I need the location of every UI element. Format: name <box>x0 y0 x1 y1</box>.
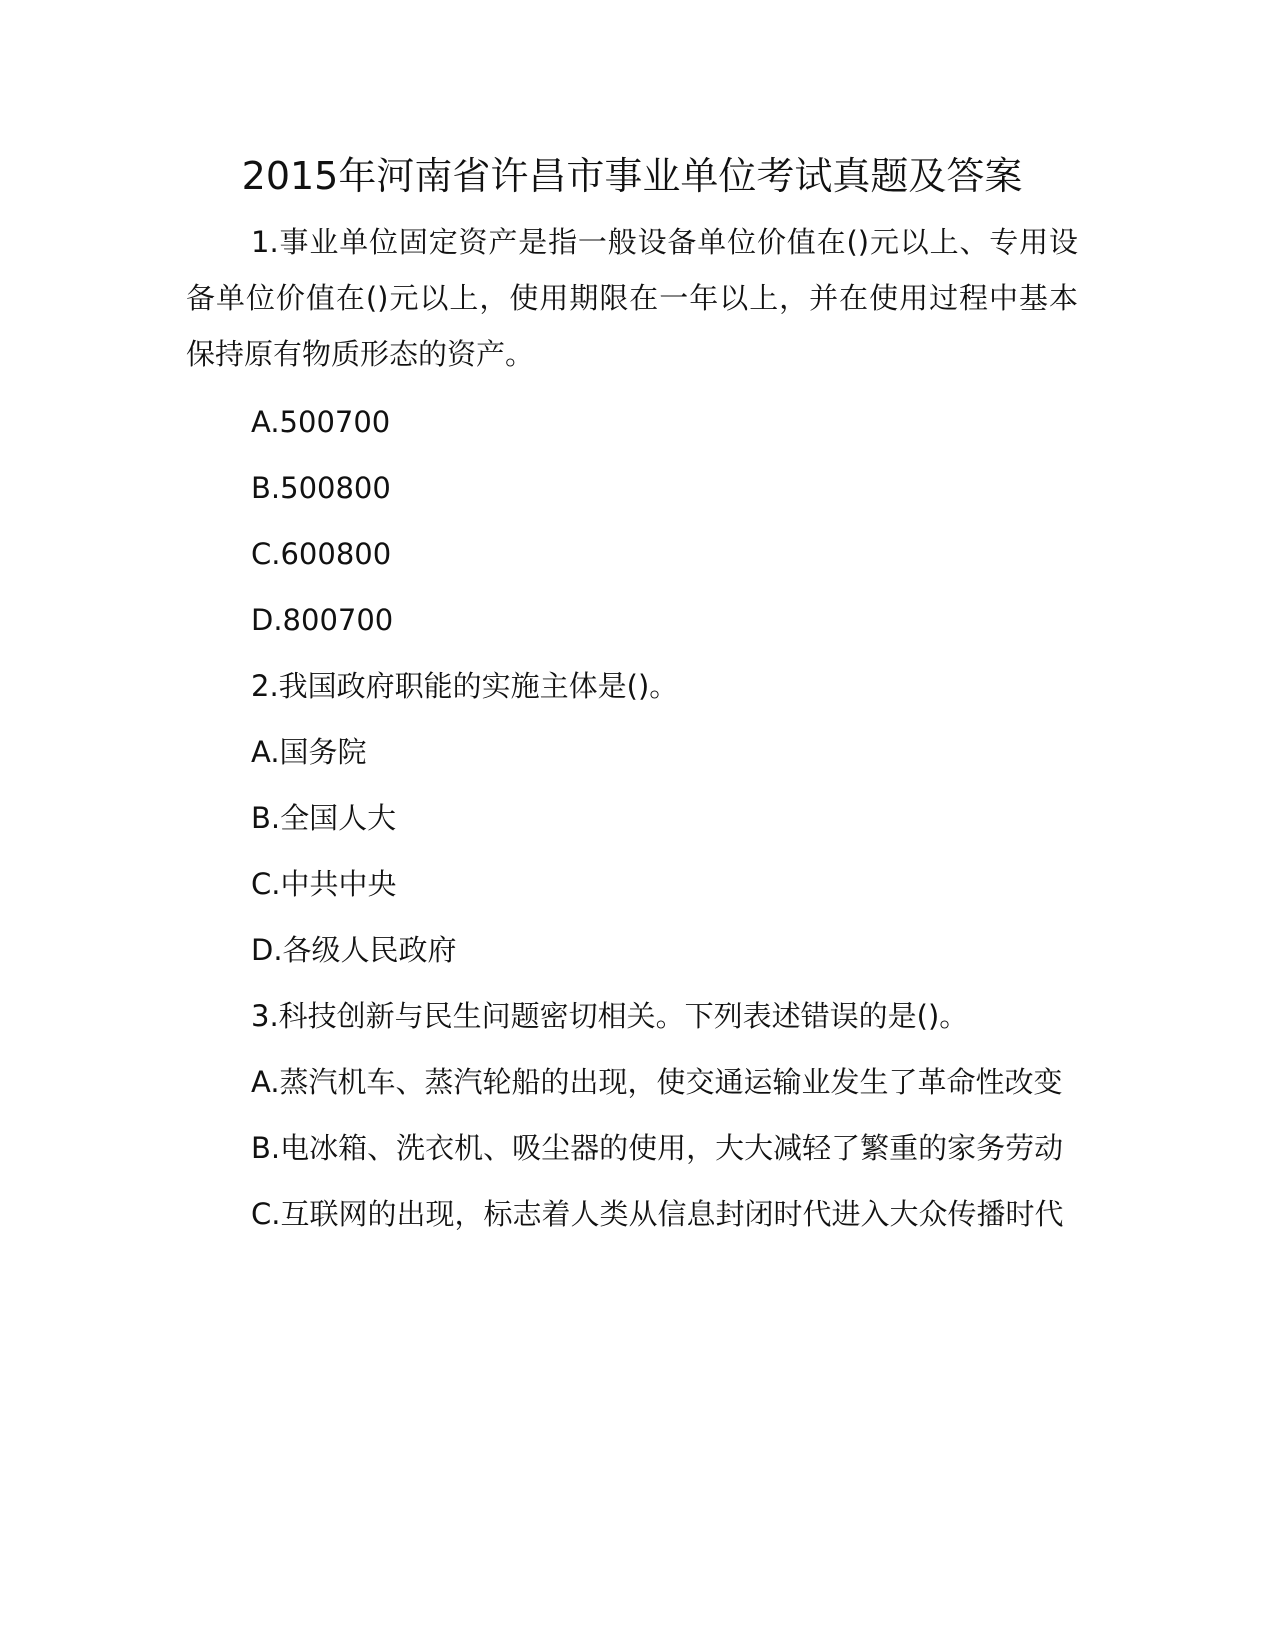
question-2-stem: 2.我国政府职能的实施主体是()。 <box>251 669 679 703</box>
question-2-option-b: B.全国人大 <box>251 801 397 835</box>
question-1-option-a: A.500700 <box>251 405 391 439</box>
question-2-option-c: C.中共中央 <box>251 867 397 901</box>
question-2-option-d: D.各级人民政府 <box>251 933 457 967</box>
question-3-stem: 3.科技创新与民生问题密切相关。下列表述错误的是()。 <box>251 999 969 1033</box>
question-2-option-a: A.国务院 <box>251 735 367 769</box>
question-3-option-c: C.互联网的出现，标志着人类从信息封闭时代进入大众传播时代 <box>251 1197 1064 1231</box>
document-page <box>186 148 1078 1242</box>
question-1-option-b: B.500800 <box>251 471 391 505</box>
question-1-option-c: C.600800 <box>251 537 392 571</box>
question-1 <box>186 214 1078 648</box>
question-1-stem: 1.事业单位固定资产是指一般设备单位价值在()元以上、专用设备单位价值在()元以上，使用期限在一年以上，并在使用过程中基本保持原有物质形态的资产。 <box>186 225 1078 371</box>
question-3 <box>186 988 1078 1242</box>
question-2 <box>186 658 1078 978</box>
question-3-option-a: A.蒸汽机车、蒸汽轮船的出现，使交通运输业发生了革命性改变 <box>251 1065 1063 1099</box>
document-title: 2015年河南省许昌市事业单位考试真题及答案 <box>241 154 1023 198</box>
question-3-option-b: B.电冰箱、洗衣机、吸尘器的使用，大大减轻了繁重的家务劳动 <box>251 1131 1064 1165</box>
question-1-option-d: D.800700 <box>251 603 394 637</box>
